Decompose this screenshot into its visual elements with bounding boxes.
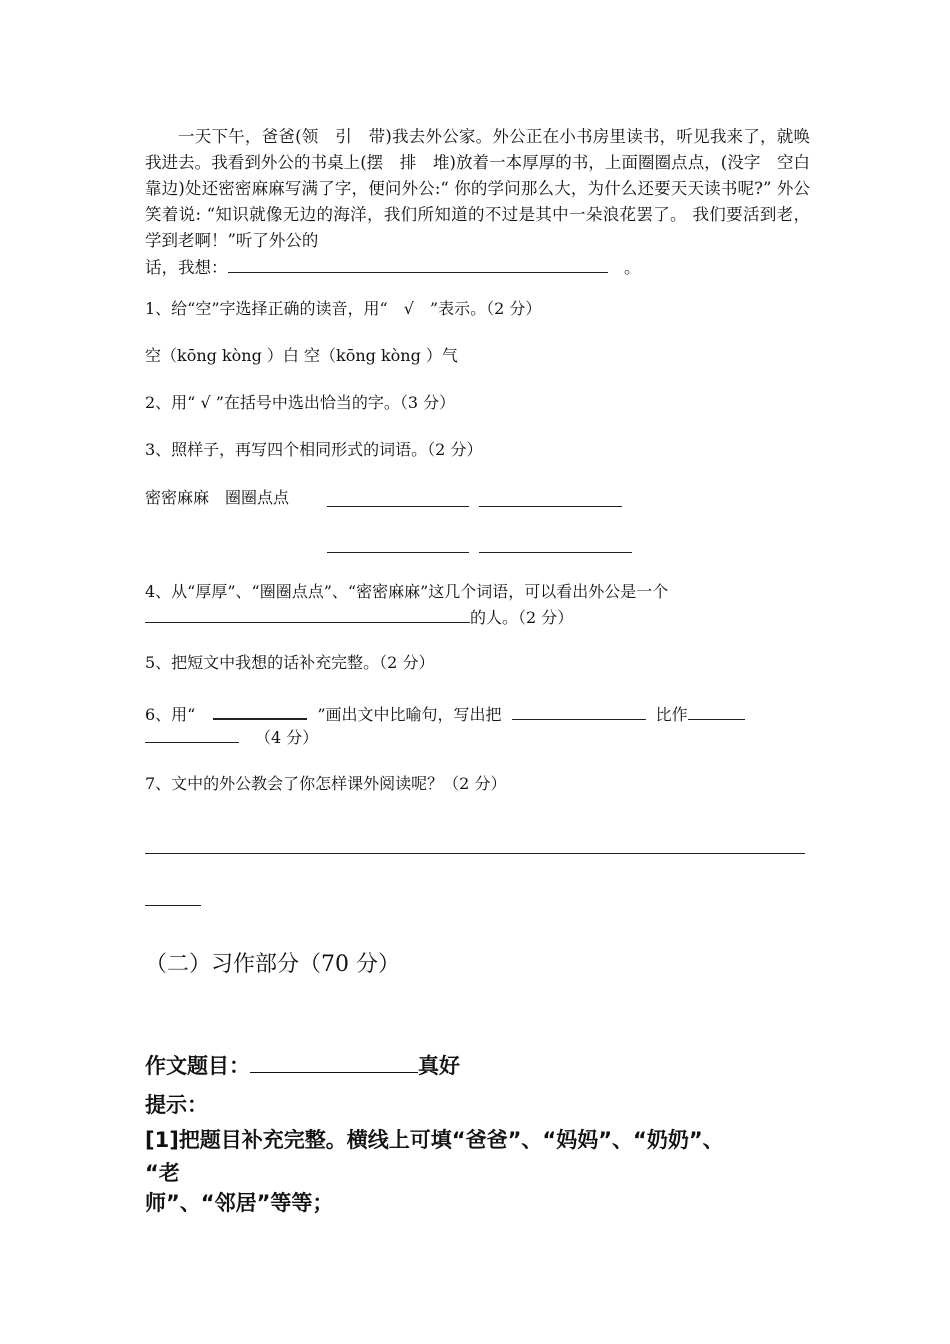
question-3-example: 密密麻麻 圈圈点点 xyxy=(145,488,290,507)
question-6-part-b: ”画出文中比喻句，写出把 xyxy=(317,705,502,724)
q6-blank-2[interactable] xyxy=(688,701,745,720)
essay-title xyxy=(145,1050,825,1081)
section-2-heading: （二）习作部分（70 分） xyxy=(145,952,400,977)
question-6-score: （4 分） xyxy=(255,728,319,747)
passage-last-line xyxy=(145,254,810,281)
essay-title-prefix: 作文题目： xyxy=(145,1054,250,1078)
question-7: 7、文中的外公教会了你怎样课外阅读呢？（2 分） xyxy=(145,774,507,793)
passage-last-prefix: 话，我想： xyxy=(145,258,228,277)
q3-blank-1[interactable] xyxy=(327,506,469,507)
question-6-part-a: 6、用“ xyxy=(145,705,196,724)
passage-line-1: 一天下午，爸爸(领 引 带)我去外公家。外公正在小书房里读书，听见我 xyxy=(178,127,727,146)
passage-line-5: 所知道的不过是其中一朵浪花罢了。 我们要活到老， 学到老啊！”听了外公的 xyxy=(145,205,810,250)
q3-blank-4[interactable] xyxy=(479,552,632,553)
q3-blank-3[interactable] xyxy=(327,552,469,553)
passage-line-3: 圈圈点点，(没字 空白 靠边)处还密密麻麻写满了字，便问外公:“ 你的学问 xyxy=(145,153,827,198)
essay-hint-1-line-3: 师”、“邻居”等等； xyxy=(145,1191,334,1215)
q6-blank-1[interactable] xyxy=(512,701,646,720)
q4-blank[interactable] xyxy=(145,604,470,623)
q7-answer-line-2[interactable] xyxy=(145,905,201,906)
question-2: 2、用“ √ ”在括号中选出恰当的字。（3 分） xyxy=(145,393,456,412)
question-3: 3、照样子，再写四个相同形式的词语。（2 分） xyxy=(145,440,483,459)
essay-hint-label: 提示： xyxy=(145,1093,208,1117)
q3-blank-2[interactable] xyxy=(479,506,622,507)
question-4-line-2 xyxy=(145,604,810,630)
question-4: 4、从“厚厚”、“圈圈点点”、“密密麻麻”这几个词语，可以看出外公是一个 xyxy=(145,582,669,601)
question-6-line-2 xyxy=(145,724,810,750)
passage-line-2: 来了，就唤我进去。我看到外公的书桌上(摆 排 堆)放着一本厚厚的书，上面 xyxy=(145,127,811,172)
passage-paragraph xyxy=(145,124,827,254)
question-6-part-c: 比作 xyxy=(655,705,688,724)
question-1-options: 空（kōng kòng ）白 空（kōng kòng ）气 xyxy=(145,346,458,365)
essay-title-blank[interactable] xyxy=(250,1050,418,1073)
q7-answer-line-1[interactable] xyxy=(145,853,805,854)
q6-underline-sample xyxy=(213,700,307,720)
essay-title-suffix: 真好 xyxy=(418,1054,460,1078)
essay-hint-1-line-2: “老 xyxy=(145,1161,180,1185)
essay-hint-1-line-1: [1]把题目补充完整。横线上可填“爸爸”、“妈妈”、“奶奶”、 xyxy=(145,1128,724,1152)
question-4-suffix: 的人。（2 分） xyxy=(470,608,574,627)
reading-passage xyxy=(145,124,827,281)
passage-last-suffix: 。 xyxy=(624,258,641,277)
q6-blank-2-cont[interactable] xyxy=(145,724,239,743)
passage-line-4: 那么大，为什么还要天天读书呢?” 外公笑着说: “知识就像无边的海洋，我们 xyxy=(145,179,810,224)
question-6 xyxy=(145,700,810,727)
question-5: 5、把短文中我想的话补充完整。（2 分） xyxy=(145,653,435,672)
question-1: 1、给“空”字选择正确的读音，用“ √ ”表示。（2 分） xyxy=(145,299,542,318)
passage-blank[interactable] xyxy=(228,254,608,273)
question-3-example-row xyxy=(145,486,810,510)
